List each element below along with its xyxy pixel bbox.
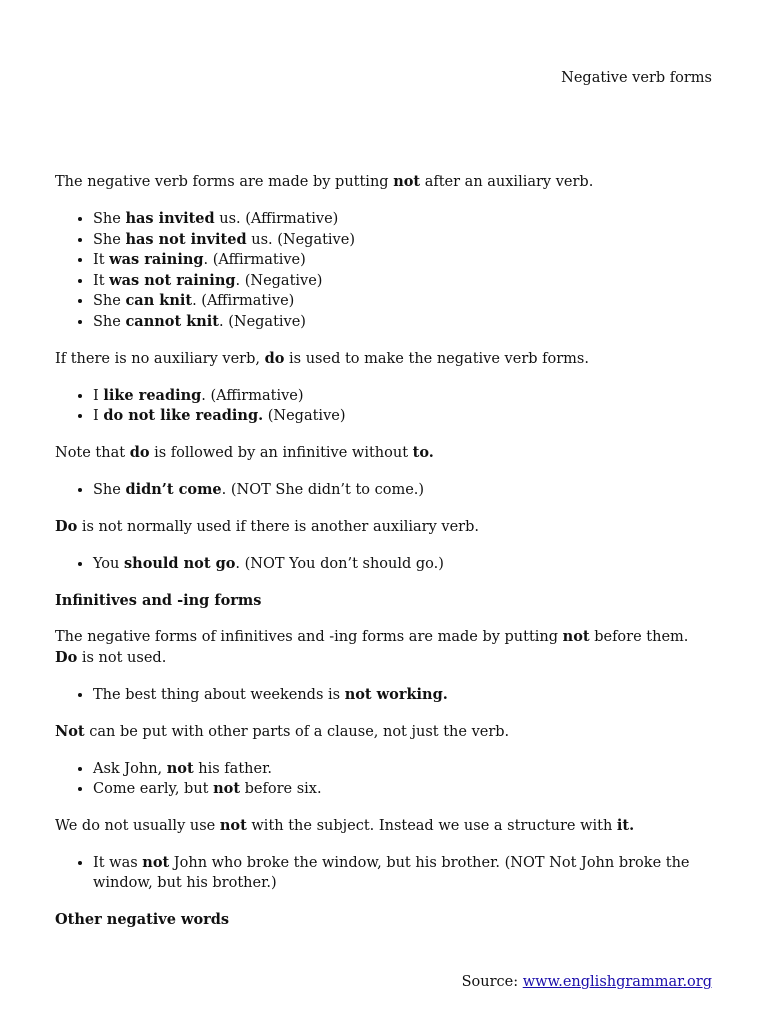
list-item (93, 480, 715, 501)
list-item (93, 291, 715, 312)
item-text: I (93, 408, 104, 424)
paragraph-emphasis: do (264, 349, 285, 367)
intro-emphasis: not (393, 173, 421, 190)
intro-text: The negative verb forms are made by putting (55, 174, 394, 190)
item-emphasis: has invited (125, 210, 215, 227)
list-item (93, 271, 715, 292)
paragraph-emphasis: Not (55, 722, 85, 740)
item-text-end: us. (Affirmative) (214, 211, 339, 227)
item-emphasis: was not raining (109, 271, 236, 289)
list-item (93, 312, 715, 333)
not-clause-examples-list (55, 759, 715, 800)
paragraph-emphasis-end: it. (616, 817, 635, 834)
item-emphasis: not working. (344, 685, 448, 703)
item-text: It (93, 252, 110, 268)
item-text: I (93, 387, 104, 404)
item-text-end: . (NOT She didn’t to come.) (221, 482, 425, 498)
list-item (93, 250, 715, 271)
not-clause-paragraph (55, 722, 715, 743)
list-item (93, 759, 715, 780)
item-text: She (93, 313, 126, 330)
paragraph-text: Note that (55, 445, 130, 461)
list-item (93, 209, 715, 230)
paragraph-text: We do not usually use (55, 818, 220, 834)
list-item (93, 779, 715, 800)
list-item (93, 230, 715, 251)
item-text-end: . (Negative) (235, 272, 323, 289)
item-text: You (93, 556, 124, 572)
paragraph-emphasis-end: to. (412, 444, 434, 461)
item-text: She (93, 293, 126, 309)
paragraph-emphasis: do (129, 444, 150, 461)
item-emphasis: didn’t come (125, 481, 222, 498)
list-item (93, 685, 715, 706)
broke-window-list (55, 853, 715, 893)
document-body (55, 172, 715, 946)
paragraph-text-middle: with the subject. Instead we use a structure with (246, 818, 617, 834)
auxiliary-examples-list (55, 209, 715, 332)
item-emphasis: not (213, 780, 241, 797)
infinitives-paragraph (55, 627, 715, 668)
item-emphasis: not (142, 854, 170, 871)
no-auxiliary-paragraph (55, 349, 715, 370)
list-item (93, 386, 715, 407)
paragraph-emphasis-second: Do (55, 648, 78, 666)
intro-paragraph (55, 172, 715, 193)
subject-paragraph (55, 816, 715, 837)
infinitive-note-paragraph (55, 443, 715, 464)
paragraph-text: The negative forms of infinitives and -ing forms are made by putting (55, 629, 563, 645)
paragraph-emphasis: Do (55, 518, 78, 535)
paragraph-text-end: is used to make the negative verb forms. (284, 350, 589, 367)
item-text: It (93, 272, 110, 289)
do-not-used-paragraph (55, 517, 715, 538)
not-working-list (55, 685, 715, 706)
paragraph-emphasis: not (219, 817, 247, 834)
didnt-come-list (55, 480, 715, 501)
source-link[interactable]: www.englishgrammar.org (522, 974, 712, 990)
item-text: She (93, 211, 126, 227)
item-text-end: . (Affirmative) (192, 293, 295, 309)
item-text-end: . (Affirmative) (203, 252, 306, 268)
item-emphasis: has not invited (125, 230, 247, 248)
list-item (93, 853, 715, 893)
item-emphasis: like reading (103, 386, 202, 404)
item-emphasis: cannot knit (125, 312, 219, 330)
item-text: She (93, 231, 126, 248)
section-heading-infinitives: Infinitives and -ing forms (55, 592, 262, 609)
item-text: Come early, but (93, 781, 214, 797)
item-emphasis: should not go (124, 555, 236, 572)
item-text: The best thing about weekends is (93, 686, 345, 703)
item-text: It was (93, 855, 143, 871)
do-examples-list (55, 386, 715, 427)
item-text-end: John who broke the window, but his brother. (NOT Not John broke the window, but his brother.) (93, 855, 690, 891)
paragraph-text-middle: is followed by an infinitive without (149, 445, 413, 461)
paragraph-text-end: is not used. (77, 649, 167, 666)
paragraph-text-middle: before them. (589, 629, 689, 645)
source-label: Source: (461, 974, 523, 990)
item-text-end: his father. (193, 760, 273, 777)
source-footer (462, 973, 712, 993)
item-text-end: before six. (240, 781, 322, 797)
item-emphasis: was raining (109, 251, 204, 268)
item-text-end: . (NOT You don’t should go.) (235, 556, 444, 572)
paragraph-text-end: can be put with other parts of a clause, not just the verb. (84, 723, 510, 740)
paragraph-text-end: is not normally used if there is another auxiliary verb. (77, 519, 479, 535)
item-text: She (93, 482, 126, 498)
item-text-end: . (Affirmative) (201, 387, 304, 404)
paragraph-text: If there is no auxiliary verb, (55, 350, 265, 367)
should-not-go-list (55, 554, 715, 575)
item-text-end: . (Negative) (219, 313, 306, 330)
item-emphasis: not (166, 759, 194, 777)
page-header-title: Negative verb forms (561, 70, 712, 86)
item-emphasis: do not like reading. (103, 407, 264, 424)
item-text: Ask John, (93, 760, 167, 777)
list-item (93, 554, 715, 575)
item-text-end: us. (Negative) (246, 231, 355, 248)
list-item (93, 406, 715, 427)
intro-text-end: after an auxiliary verb. (420, 174, 594, 190)
section-heading-other-negative-words: Other negative words (55, 910, 230, 928)
paragraph-emphasis: not (562, 628, 590, 645)
item-emphasis: can knit (125, 292, 193, 309)
item-text-end: (Negative) (263, 408, 346, 424)
